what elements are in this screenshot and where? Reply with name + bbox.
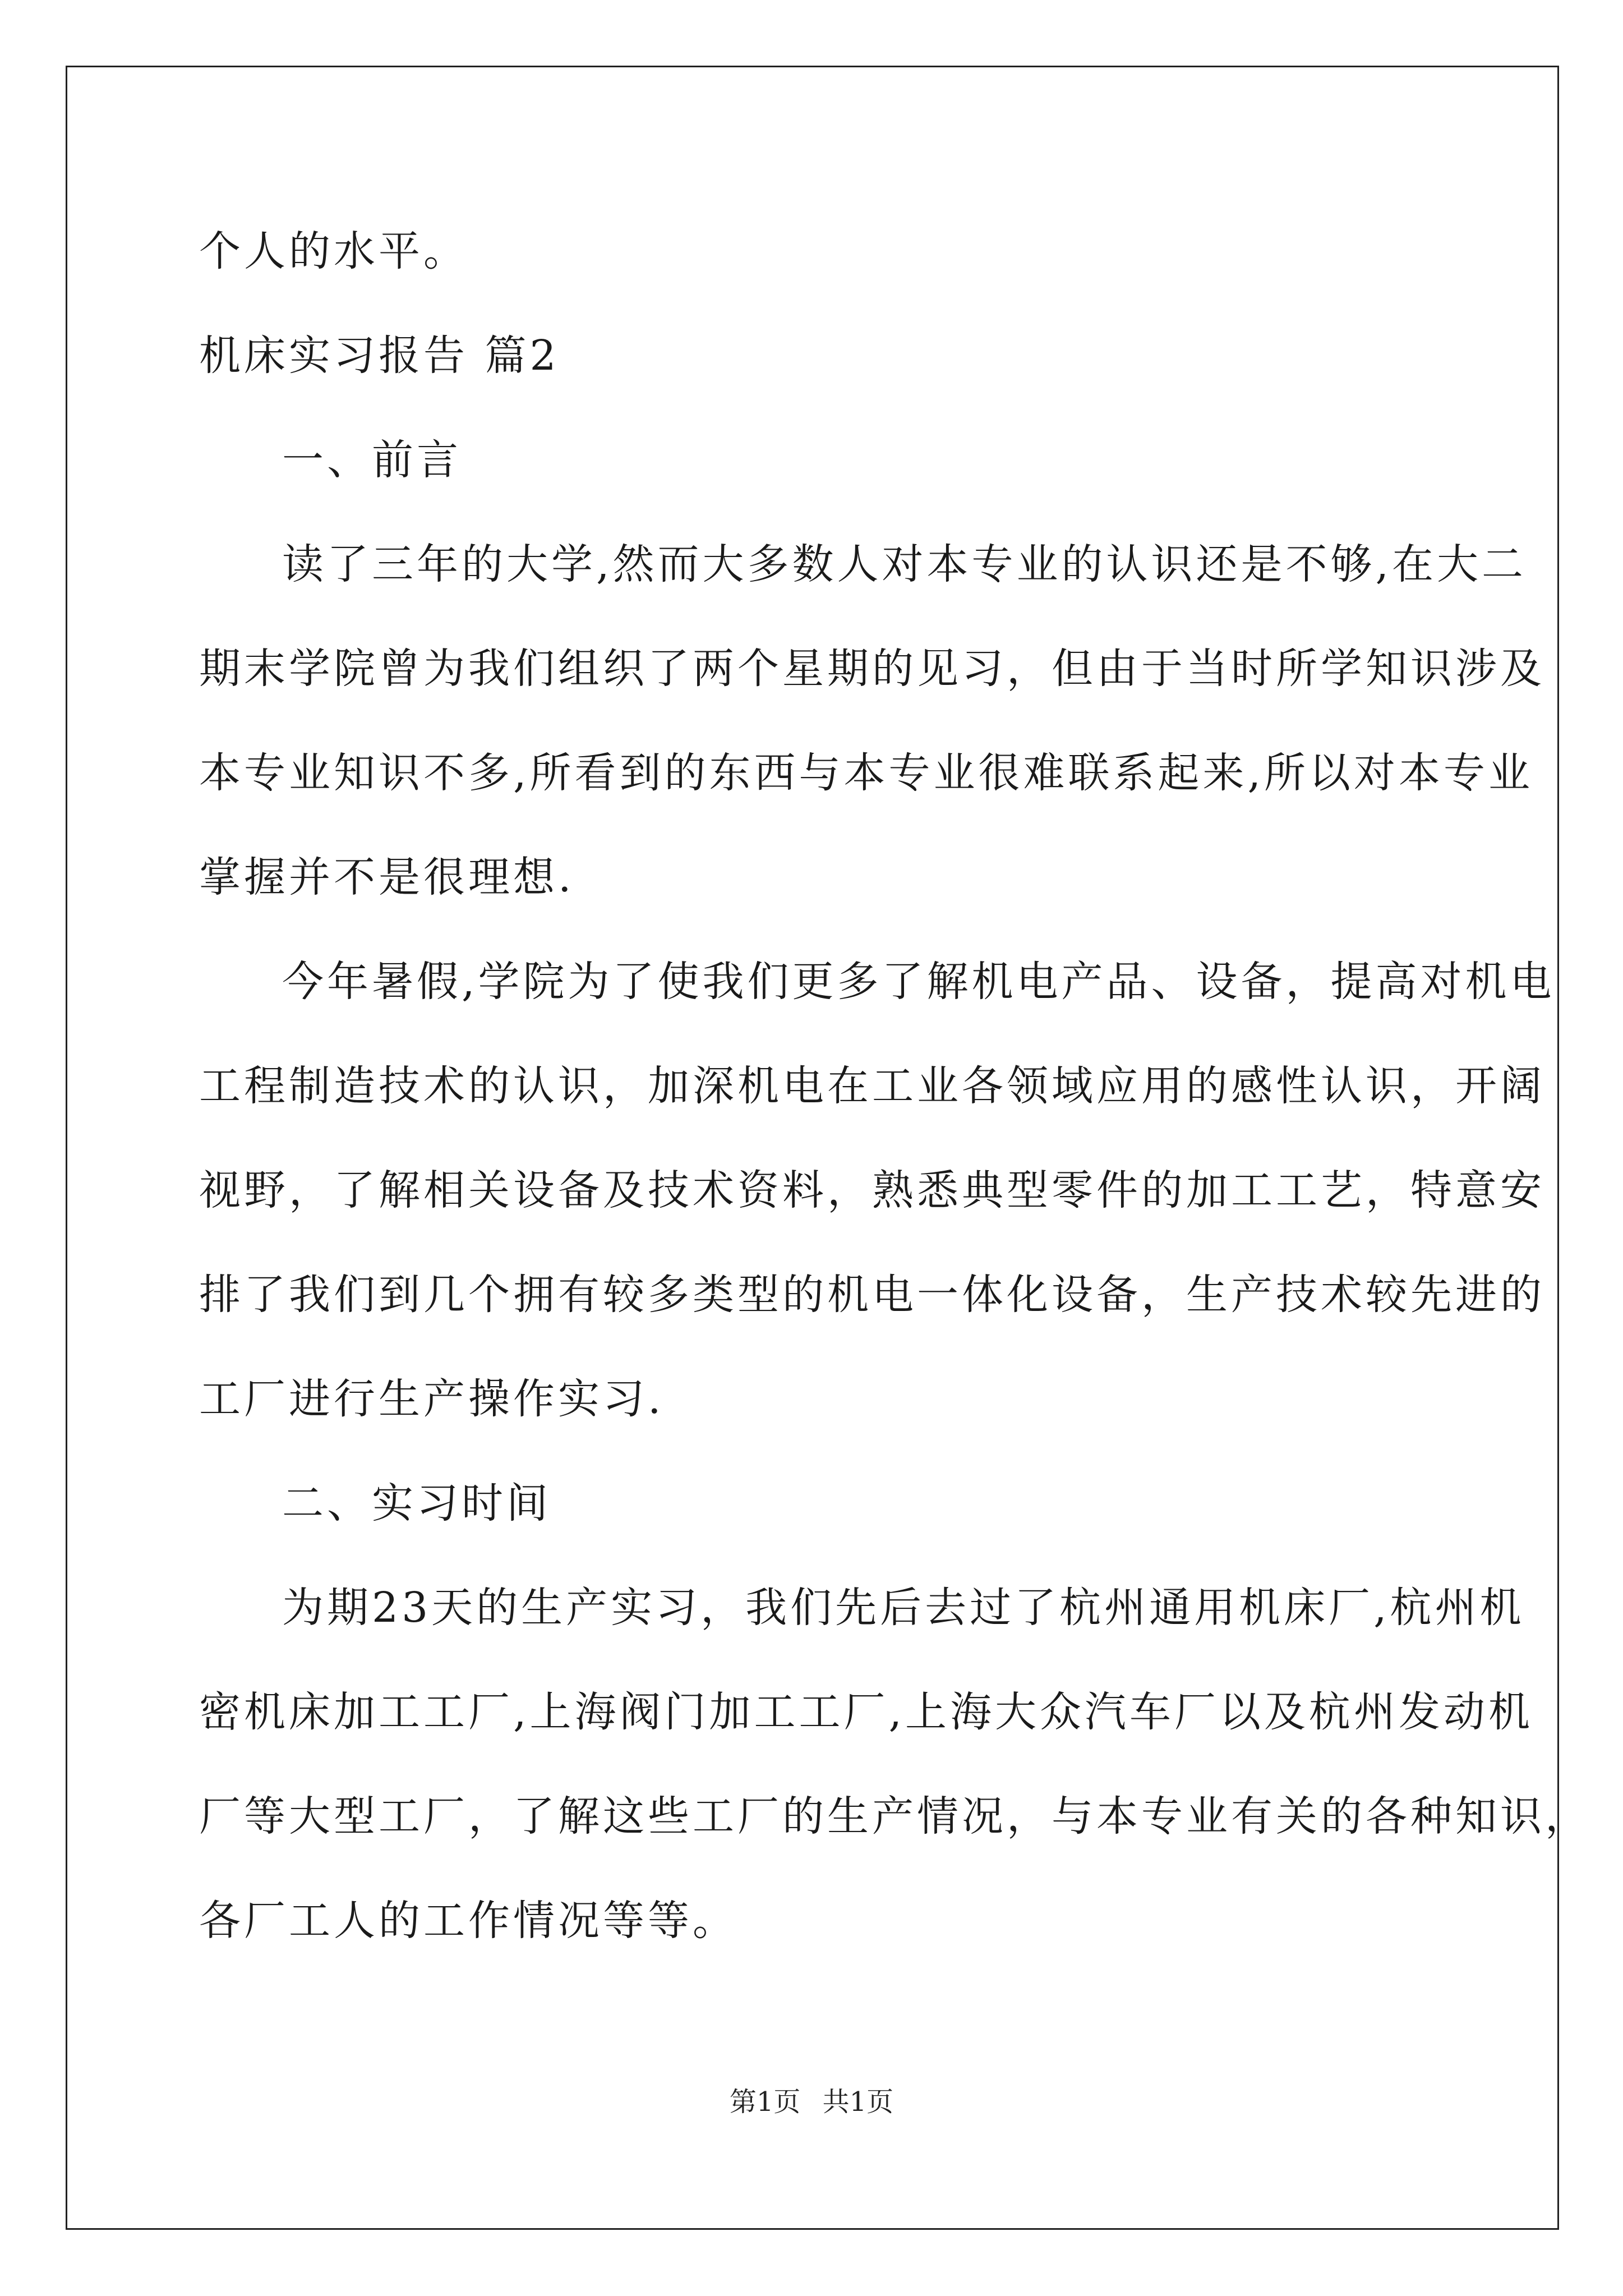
text-line: 密机床加工工厂,上海阀门加工工厂,上海大众汽车厂以及杭州发动机	[199, 1688, 1534, 1736]
heading-internship-time: 二、实习时间	[282, 1479, 551, 1527]
text-line: 工厂进行生产操作实习.	[199, 1375, 665, 1423]
text-line: 厂等大型工厂，了解这些工厂的生产情况，与本专业有关的各种知识，	[199, 1792, 1590, 1841]
heading-preface: 一、前言	[282, 436, 462, 484]
text-line: 今年暑假,学院为了使我们更多了解机电产品、设备，提高对机电	[282, 958, 1555, 1006]
text-line: 工程制造技术的认识，加深机电在工业各领域应用的感性认识，开阔	[199, 1062, 1545, 1110]
text-line: 排了我们到几个拥有较多类型的机电一体化设备，生产技术较先进的	[199, 1271, 1545, 1319]
text-line: 掌握并不是很理想.	[199, 853, 575, 901]
page-number: 第1页	[729, 2086, 801, 2118]
text-line: 视野，了解相关设备及技术资料，熟悉典型零件的加工工艺，特意安	[199, 1166, 1545, 1214]
text-line: 各厂工人的工作情况等等。	[199, 1897, 737, 1945]
text-line: 读了三年的大学,然而大多数人对本专业的认识还是不够,在大二	[282, 540, 1527, 588]
document-body	[199, 199, 1590, 1973]
text-line: 期末学院曾为我们组织了两个星期的见习，但由于当时所学知识涉及	[199, 645, 1545, 693]
text-line: 个人的水平。	[199, 227, 468, 275]
section-title: 机床实习报告 篇2	[199, 332, 560, 380]
text-line: 本专业知识不多,所看到的东西与本专业很难联系起来,所以对本专业	[199, 749, 1534, 797]
page-footer	[0, 2080, 1623, 2119]
page-total: 共1页	[822, 2086, 894, 2118]
text-line: 为期23天的生产实习，我们先后去过了杭州通用机床厂,杭州机	[282, 1584, 1525, 1632]
